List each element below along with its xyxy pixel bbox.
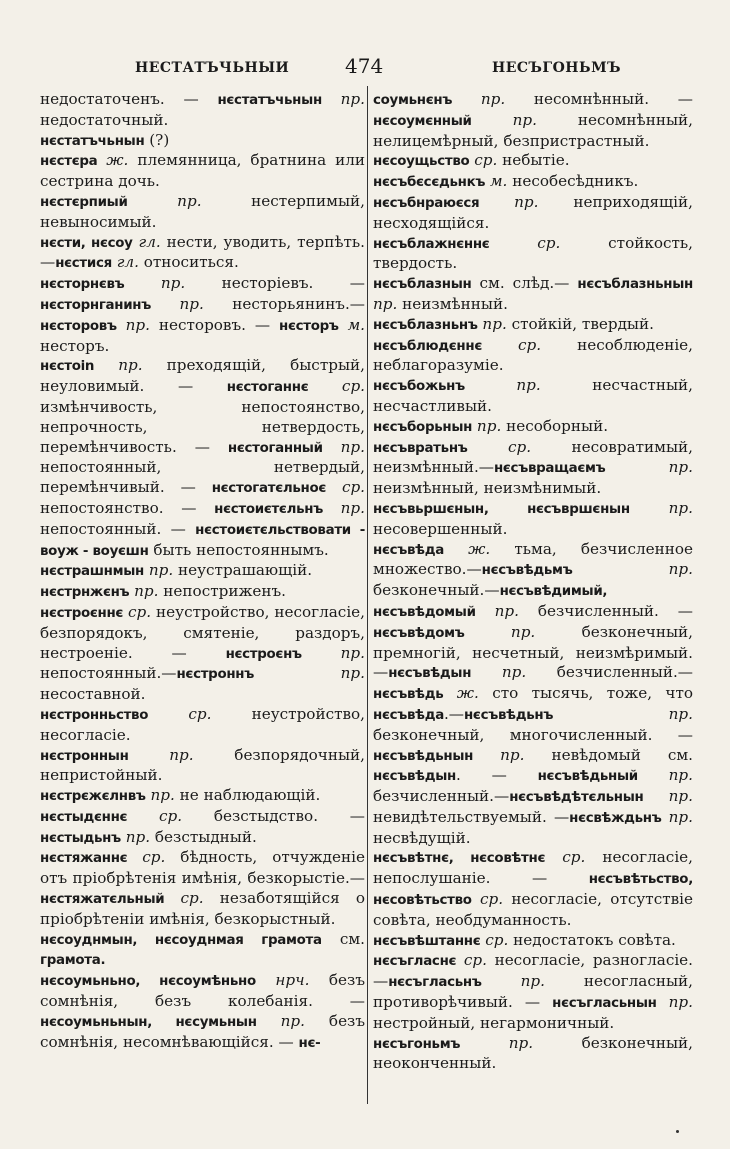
headword: нєстрашнмын <box>40 564 144 580</box>
grammar-label: ср. <box>148 704 212 723</box>
grammar-label: пр. <box>128 745 194 764</box>
headword: нєсъвьршєнын, нєсъвршєнын <box>373 501 630 517</box>
grammar-label: пр. <box>460 1033 534 1052</box>
headword: нєстоганный <box>227 440 323 456</box>
definition-text: несогласіе, непослушаніе. — <box>373 848 693 888</box>
grammar-label: пр. <box>321 90 365 108</box>
grammar-label: пр. <box>572 560 693 579</box>
definition-text: несчастный, несчастливый. <box>373 376 693 415</box>
grammar-label: пр. <box>256 1011 305 1030</box>
grammar-label: пр. <box>472 416 502 435</box>
dictionary-entry <box>40 807 365 849</box>
grammar-label: ср. <box>469 151 498 170</box>
definition-text: несоблюденіе, неблагоразуміе. <box>373 335 693 375</box>
headword: нєсъвѣдьнын <box>373 748 474 764</box>
definition-text: непостоянный. — <box>40 519 196 538</box>
definition-text: (?) <box>144 130 170 149</box>
definition-text: неустройство, несогласіе. <box>40 704 365 744</box>
grammar-label: пр. <box>643 787 693 806</box>
grammar-label: м. <box>338 315 365 334</box>
definition-text: не наблюдающій. <box>174 786 321 805</box>
grammar-label: пр. <box>145 786 175 805</box>
headword: нєсторъ <box>279 318 339 334</box>
dictionary-entry <box>40 131 365 152</box>
dictionary-entry <box>373 848 693 930</box>
definition-text: измѣнчивость, непостоянство, непрочность, нетвердость, перемѣнчивость. — <box>40 397 365 456</box>
dictionary-entry <box>40 971 365 1053</box>
dictionary-entry <box>40 603 365 705</box>
headword: нєсъвѣштаннє <box>373 933 481 949</box>
grammar-label: пр. <box>124 274 186 293</box>
definition-text: нестерпимый, невыносимый. <box>40 191 365 231</box>
grammar-label: пр. <box>452 90 506 108</box>
dictionary-entry <box>40 582 365 603</box>
grammar-label: пр. <box>144 561 174 580</box>
headword: нєстоганнє <box>226 380 309 396</box>
running-head-right: НЕСЪГОНЬМЪ <box>492 60 621 76</box>
definition-text: несовершенный. <box>373 519 508 538</box>
dictionary-entry <box>373 376 693 417</box>
dictionary-entry <box>373 540 693 849</box>
grammar-label: пр. <box>127 191 202 210</box>
grammar-label: пр. <box>637 766 693 785</box>
definition-text: незаботящійся о пріобрѣтеніи имѣнія, безкорыстный. <box>40 889 365 928</box>
page-header <box>0 54 730 84</box>
dictionary-entry <box>40 705 365 746</box>
definition-text: небытіе. <box>497 151 570 170</box>
headword: нєсъвѣдѣтєльнын <box>509 790 644 806</box>
headword: нєсъвѣдь <box>373 687 444 703</box>
definition-text: безконечный, неоконченный. <box>373 1033 693 1073</box>
grammar-label: пр. <box>120 827 151 846</box>
dictionary-entry <box>40 90 365 131</box>
definition-text: племянница, братнина или сестрина дочь. <box>40 151 365 191</box>
dictionary-entry <box>373 1034 693 1075</box>
dictionary-entry <box>40 356 365 561</box>
dictionary-entry <box>40 561 365 582</box>
definition-text: стойкость, твердость. <box>373 233 693 273</box>
dictionary-entry <box>373 417 693 438</box>
dictionary-entry <box>373 234 693 275</box>
definition-text: бѣдность, отчужденіе отъ пріобрѣтенія имѣнія, безкорыстіе.— <box>40 848 365 888</box>
definition-text: несомнѣнный, нелицемѣрный, безпристрастный. <box>373 110 693 150</box>
headword: нєсъблазньнъ <box>373 317 478 333</box>
headword: грамота. <box>40 953 106 969</box>
definition-text: несторовъ. — <box>149 315 280 334</box>
dictionary-entry <box>40 233 365 275</box>
headword: нєсъблазньнын <box>577 277 693 293</box>
headword: нєсъвѣдын <box>373 769 456 785</box>
grammar-label: пр. <box>464 622 536 641</box>
grammar-label: пр. <box>129 582 159 601</box>
headword: нєстогатєльноє <box>211 481 327 497</box>
headword: нє- <box>298 1035 321 1051</box>
dictionary-entry <box>373 172 693 193</box>
headword: нєсоуднмын, нєсоуднмая грамота <box>40 932 322 948</box>
dictionary-entry <box>373 336 693 377</box>
headword: нєстроннын <box>40 748 129 764</box>
grammar-label: ср. <box>326 478 365 497</box>
grammar-label: пр. <box>605 458 693 477</box>
grammar-label: пр. <box>301 643 365 662</box>
definition-text: тьма, безчисленное множество.— <box>373 539 693 579</box>
headword: нєсъвѣдьнъ <box>463 707 554 723</box>
grammar-label: нрч. <box>255 971 310 990</box>
headword: нєсъбєсєдьнкъ <box>373 175 486 191</box>
headword: нєсъвѣда <box>373 542 444 558</box>
definition-text: несторьянинъ.— <box>203 294 365 313</box>
definition-text: несторіевъ. — <box>185 274 365 293</box>
definition-text: безконечный.— <box>373 581 500 600</box>
headword: нєстатъчьнын <box>40 133 145 149</box>
headword: нєстєра <box>40 154 98 170</box>
dictionary-entry <box>40 274 365 356</box>
headword: нєсъвѣдьмъ <box>481 563 573 579</box>
grammar-label: пр. <box>471 110 537 129</box>
grammar-label: гл. <box>111 253 139 272</box>
definition-text: безчисленный.— <box>373 787 510 806</box>
page-speck <box>676 1130 679 1133</box>
grammar-label: ср. <box>481 335 542 354</box>
headword: нєсъблазнын <box>373 277 472 293</box>
grammar-label: пр. <box>254 664 365 683</box>
definition-text: несоборный. <box>501 416 609 435</box>
headword: нєсъвратьнъ <box>373 440 468 456</box>
definition-text: неизмѣнный. <box>397 294 508 313</box>
definition-text: неизмѣнный, неизмѣнимый. <box>373 479 602 498</box>
dictionary-entry <box>40 786 365 807</box>
headword: нєстрнжєнъ <box>40 585 130 601</box>
grammar-label: пр. <box>473 745 525 764</box>
definition-text: безъ сомнѣнія, безъ колебанія. — <box>40 971 365 1011</box>
headword: нєсъгласьнын <box>552 996 657 1012</box>
grammar-label: м. <box>485 172 508 191</box>
definition-text: преходящій, быстрый, неуловимый. — <box>40 356 365 396</box>
headword: нєсторовъ <box>40 318 117 334</box>
grammar-label: ср. <box>545 848 586 867</box>
grammar-label: пр. <box>322 498 365 517</box>
definition-text: несогласіе, разногласіе.— <box>373 951 694 991</box>
headword: нєстяжатєльный <box>40 892 165 908</box>
headword: нєсъбожьнъ <box>373 379 465 395</box>
definition-text: непостриженъ. <box>158 582 287 601</box>
dictionary-entry <box>40 930 365 972</box>
headword: нєсъгласнє <box>373 954 457 970</box>
definition-text: относиться. <box>138 253 239 272</box>
definition-text: несторъ. <box>40 336 110 355</box>
headword: нєсоущьство <box>373 154 470 170</box>
grammar-label: ср. <box>489 233 561 252</box>
headword: нєсъвѣтьство, нєсовѣтьство <box>373 872 693 909</box>
dictionary-entry <box>373 438 693 499</box>
definition-text: неустройство, несогласіе, безпорядокъ, смятеніе, раздоръ, нестроеніе. — <box>40 602 365 662</box>
dictionary-entry <box>373 951 693 1033</box>
dictionary-entry <box>373 193 693 234</box>
definition-text: безъ сомнѣнія, несомнѣвающійся. — <box>40 1011 366 1051</box>
grammar-label: пр. <box>477 314 507 333</box>
grammar-label: пр. <box>553 704 693 723</box>
definition-text: несогласіе, отсутствіе совѣта, необдуманность. <box>373 890 693 929</box>
grammar-label: ср. <box>471 890 504 909</box>
headword: нєсъвѣтнє, нєсовѣтнє <box>373 851 546 867</box>
definition-text: . — <box>456 766 538 785</box>
grammar-label: пр. <box>94 356 143 375</box>
definition-text: непостоянный, нетвердый, перемѣнчивый. — <box>40 458 365 497</box>
headword: нєсоумьньнын, нєсумьнын <box>40 1014 257 1030</box>
definition-text: несомнѣнный. — <box>505 90 693 108</box>
grammar-label: ср. <box>480 930 509 949</box>
definition-text: нести, уводить, терпѣть.— <box>40 232 365 272</box>
headword: нєсторнганинъ <box>40 297 152 313</box>
definition-text: быть непостояннымъ. <box>148 540 329 559</box>
grammar-label: ср. <box>123 602 152 621</box>
definition-text: .— <box>443 704 464 723</box>
definition-text: безстыдный. <box>150 827 257 846</box>
headword: нєсоумєнный <box>373 113 472 129</box>
dictionary-entry <box>40 192 365 233</box>
column-divider <box>367 86 368 1104</box>
headword: нєсвѣждьнъ <box>569 810 662 826</box>
headword: нєстяжаннє <box>40 851 128 867</box>
headword: нєсъвѣдомъ <box>373 625 465 641</box>
grammar-label: ср. <box>127 806 183 825</box>
dictionary-entry <box>373 274 693 315</box>
dictionary-entry <box>373 315 693 336</box>
definition-text: недостатокъ совѣта. <box>508 930 676 949</box>
definition-text: см. слѣд.— <box>471 274 578 293</box>
grammar-label: ср. <box>456 951 487 970</box>
headword: нєстыдєннє <box>40 809 128 825</box>
dictionary-entry <box>373 151 693 172</box>
grammar-label: пр. <box>464 376 541 395</box>
headword: нєсъвѣдимый, нєсъвѣдомый <box>373 584 608 620</box>
dictionary-entry <box>40 746 365 787</box>
grammar-label: пр. <box>471 663 527 682</box>
headword: нєсъвѣдьный <box>537 769 638 785</box>
headword: соумьнєнъ <box>373 93 453 108</box>
definition-text: невидѣтельствуемый. — <box>373 807 570 826</box>
definition-text: неприходящій, несходящійся. <box>373 192 693 232</box>
definition-text: невѣдомый см. <box>524 745 693 764</box>
grammar-label: ср. <box>467 437 532 456</box>
grammar-label: пр. <box>151 294 204 313</box>
headword: нєстроєнъ <box>225 646 302 662</box>
definition-text: несвѣдущій. <box>373 828 471 847</box>
page-number: 474 <box>345 54 384 78</box>
definition-text: см. <box>321 929 365 948</box>
definition-text: неустрашающій. <box>173 561 313 580</box>
definition-text: непостоянство. — <box>40 498 215 517</box>
headword: нєстроннъ <box>176 667 255 683</box>
grammar-label: ж. <box>97 151 129 170</box>
headword: нєсъгласьнъ <box>388 975 482 991</box>
headword: нєстрєжєлнвъ <box>40 789 146 805</box>
grammar-label: пр. <box>481 972 545 991</box>
definition-text: несогласный, противорѣчивый. — <box>373 972 693 1012</box>
definition-text: безконечный, премногій, несчетный, неизмѣримый.— <box>373 622 693 682</box>
headword: нєстронньство <box>40 707 149 723</box>
grammar-label: ж. <box>443 684 479 703</box>
grammar-label: пр. <box>656 993 693 1012</box>
grammar-label: гл. <box>132 232 161 251</box>
headword: нєстєрпиый <box>40 194 128 210</box>
headword: нєстоиєтєльствовати - воуж - воуєшн <box>40 522 365 559</box>
grammar-label: ср. <box>308 377 365 396</box>
definition-text: несоставной. <box>40 685 146 704</box>
definition-text: безстыдство. — <box>182 806 365 825</box>
grammar-label: пр. <box>479 192 539 211</box>
headword: нєсъблюдєннє <box>373 338 482 354</box>
definition-text: несобесѣдникъ. <box>507 172 639 191</box>
headword: нєсъборьнын <box>373 419 473 435</box>
headword: нєстоиєтєльнъ <box>214 501 323 517</box>
dictionary-entry <box>40 151 365 192</box>
grammar-label: ср. <box>164 889 204 908</box>
headword: нєстоin <box>40 359 95 375</box>
dictionary-entry <box>373 90 693 151</box>
headword: нєсъгоньмъ <box>373 1036 461 1052</box>
definition-text: несовратимый, неизмѣнный.— <box>373 437 693 477</box>
definition-text: безчисленный. — <box>518 601 693 620</box>
headword: нєсъблажнєннє <box>373 236 490 252</box>
grammar-label: пр. <box>373 294 398 313</box>
running-head-left: НЕСТАТЪЧЬНЫИ <box>135 60 290 76</box>
definition-text: непостоянный.— <box>40 664 177 683</box>
left-column <box>40 90 365 1053</box>
definition-text: нестройный, негармоничный. <box>373 1013 615 1032</box>
definition-text: безконечный, многочисленный. — <box>373 725 693 744</box>
dictionary-entry <box>40 848 365 929</box>
grammar-label: пр. <box>322 437 365 456</box>
definition-text: безпорядочный, непристойный. <box>40 745 365 785</box>
headword: нєстися <box>55 256 112 272</box>
grammar-label: ж. <box>443 539 491 558</box>
headword: нєсти, нєсоу <box>40 235 133 251</box>
headword: нєсоумьньно, нєсоумѣньно <box>40 974 256 990</box>
headword: нєсъбнраюєся <box>373 195 480 211</box>
dictionary-entry <box>373 931 693 952</box>
headword: нєстатъчьнын <box>217 93 322 108</box>
definition-text: недостаточенъ. — <box>40 90 218 108</box>
definition-text: недостаточный. <box>40 110 169 129</box>
grammar-label: пр. <box>475 601 519 620</box>
headword: нєстыдьнъ <box>40 830 121 846</box>
definition-text: сто тысячь, тоже, что <box>478 684 694 703</box>
grammar-label: ср. <box>127 848 166 867</box>
headword: нєсъвѣдын <box>388 666 472 682</box>
headword: нєсторнєвъ <box>40 277 125 293</box>
dictionary-entry <box>373 499 693 540</box>
headword: нєстроєннє <box>40 605 124 621</box>
grammar-label: пр. <box>629 498 693 517</box>
definition-text: безчисленный.— <box>526 663 693 682</box>
right-column <box>373 90 693 1074</box>
headword: нєсъвращаємъ <box>493 461 606 477</box>
definition-text: стойкій, твердый. <box>506 314 654 333</box>
grammar-label: пр. <box>661 807 693 826</box>
grammar-label: пр. <box>116 315 150 334</box>
headword: нєсъвѣда <box>373 707 444 723</box>
